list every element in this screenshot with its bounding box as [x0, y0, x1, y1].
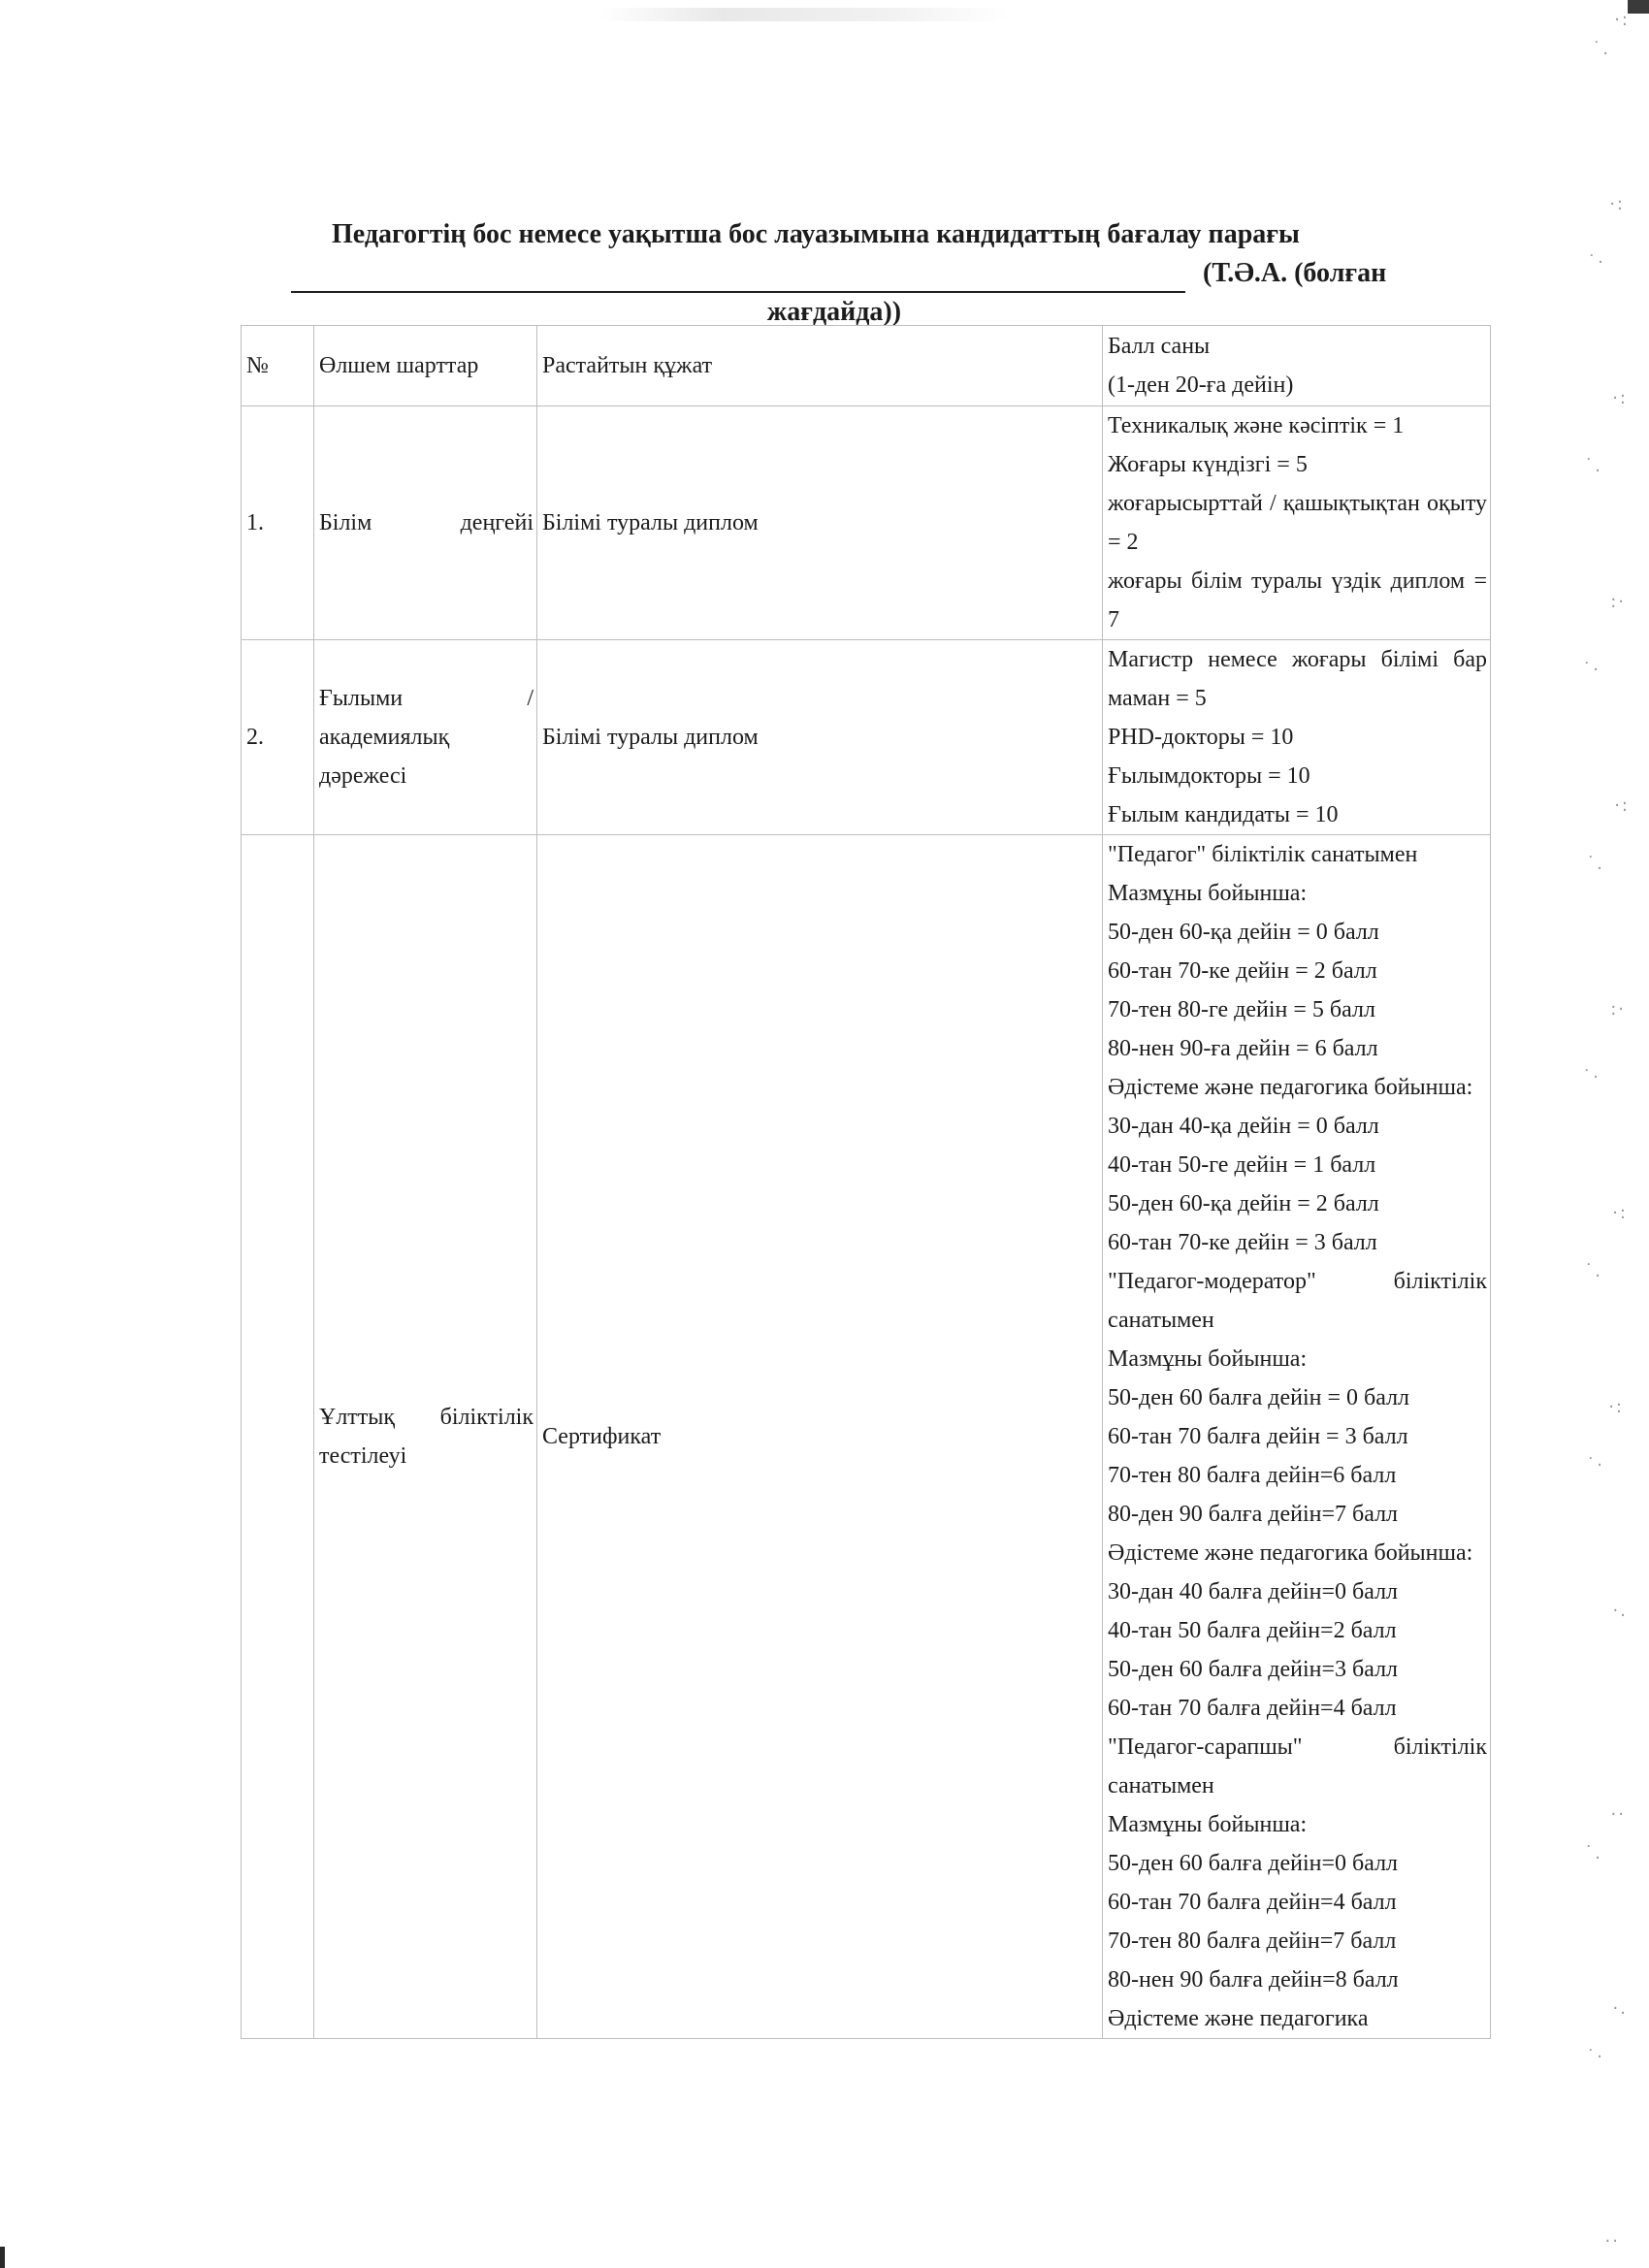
- table-row: [242, 640, 1491, 835]
- row-score-options: [1103, 406, 1491, 640]
- score-option: 60-тан 70-ке дейін = 2 балл: [1108, 958, 1377, 984]
- row-score-options: [1103, 835, 1491, 2039]
- score-option: 50-ден 60-қа дейін = 2 балл: [1108, 1191, 1379, 1216]
- score-option: 80-нен 90 балға дейін=8 балл: [1108, 1967, 1399, 1993]
- document-title: [291, 215, 1416, 332]
- score-option: Мазмұны бойынша:: [1108, 881, 1308, 906]
- row-document: Білімі туралы диплом: [537, 406, 1103, 640]
- score-option: 50-ден 60 балға дейін=0 балл: [1108, 1851, 1399, 1876]
- row-num: 1.: [242, 406, 314, 640]
- title-line-1: Педагогтің бос немесе уақытша бос лауазымына кандидаттың бағалау парағы: [332, 219, 1300, 249]
- score-option: 60-тан 70 балға дейін=4 балл: [1108, 1890, 1397, 1915]
- row-num: [242, 835, 314, 2039]
- row-criteria: Білім деңгейі: [314, 406, 537, 640]
- table-header-row: [242, 326, 1491, 406]
- score-option: 70-тен 80-ге дейін = 5 балл: [1108, 997, 1375, 1022]
- row-num: 2.: [242, 640, 314, 835]
- row-criteria: Ғылыми / академиялық дәрежесі: [314, 640, 537, 835]
- score-option: Мазмұны бойынша:: [1108, 1812, 1308, 1837]
- score-option: 50-ден 60-қа дейін = 0 балл: [1108, 920, 1379, 945]
- row-document: Сертификат: [537, 835, 1103, 2039]
- score-option: Магистр немесе жоғары білімі бар маман = 5: [1108, 647, 1487, 711]
- header-document: Растайтын құжат: [537, 326, 1103, 406]
- score-option: 50-ден 60 балға дейін = 0 балл: [1108, 1385, 1410, 1410]
- score-option: Әдістеме және педагогика бойынша:: [1108, 1075, 1473, 1100]
- score-option: Ғылымдокторы = 10: [1108, 763, 1310, 789]
- score-option: 70-тен 80 балға дейін=7 балл: [1108, 1928, 1397, 1954]
- score-option: 60-тан 70 балға дейін = 3 балл: [1108, 1424, 1408, 1449]
- score-option: Әдістеме және педагогика: [1108, 2006, 1369, 2031]
- header-score-line-1: Балл саны: [1108, 334, 1211, 359]
- score-option: Техникалық және кәсіптік = 1: [1108, 413, 1405, 438]
- score-option: 70-тен 80 балға дейін=6 балл: [1108, 1463, 1397, 1488]
- score-option: "Педагог-сарапшы" біліктілік санатымен: [1108, 1734, 1487, 1798]
- header-score-line-2: (1-ден 20-ға дейін): [1108, 373, 1294, 398]
- score-option: 80-нен 90-ға дейін = 6 балл: [1108, 1036, 1378, 1061]
- title-line-2: [291, 254, 1416, 293]
- score-option: 60-тан 70-ке дейін = 3 балл: [1108, 1230, 1377, 1255]
- score-option: Мазмұны бойынша:: [1108, 1346, 1308, 1372]
- score-option: 40-тан 50-ге дейін = 1 балл: [1108, 1152, 1376, 1178]
- row-criteria: Ұлттық біліктілік тестілеуі: [314, 835, 537, 2039]
- title-line-3: жағдайда)): [766, 297, 902, 327]
- row-document: Білімі туралы диплом: [537, 640, 1103, 835]
- table-row: [242, 406, 1491, 640]
- score-option: 30-дан 40-қа дейін = 0 балл: [1108, 1114, 1379, 1139]
- row-score-options: [1103, 640, 1491, 835]
- score-option: "Педагог" біліктілік санатымен: [1108, 842, 1418, 867]
- score-option: 60-тан 70 балға дейін=4 балл: [1108, 1696, 1397, 1721]
- score-option: 80-ден 90 балға дейін=7 балл: [1108, 1502, 1399, 1527]
- name-blank-line: [291, 262, 1185, 293]
- header-criteria: Өлшем шарттар: [314, 326, 537, 406]
- score-option: PHD-докторы = 10: [1108, 725, 1294, 750]
- score-option: 30-дан 40 балға дейін=0 балл: [1108, 1579, 1399, 1604]
- score-option: Ғылым кандидаты = 10: [1108, 802, 1339, 827]
- score-option: жоғарысырттай / қашықтықтан оқыту = 2: [1108, 491, 1487, 555]
- score-option: Жоғары күндізгі = 5: [1108, 452, 1308, 477]
- header-num: №: [242, 326, 314, 406]
- evaluation-table: [241, 325, 1491, 2039]
- score-option: Әдістеме және педагогика бойынша:: [1108, 1540, 1473, 1566]
- header-score: [1103, 326, 1491, 406]
- table-row: [242, 835, 1491, 2039]
- score-option: 50-ден 60 балға дейін=3 балл: [1108, 1657, 1399, 1682]
- scan-bottom-mark: [0, 2247, 5, 2268]
- table-body: [242, 406, 1491, 2039]
- score-option: "Педагог-модератор" біліктілік санатымен: [1108, 1269, 1487, 1333]
- score-option: жоғары білім туралы үздік диплом = 7: [1108, 568, 1487, 632]
- scan-edge-dots: ·: ˙. ·: ˙· ·: ˙. :· ˙· ·: ˙. :· ˙· ·: ˙. ·: ˙· ·. ·· ˙. ·. ˙· ··: [1582, 10, 1630, 2252]
- title-line-2-suffix: (Т.Ә.А. (болған: [1203, 258, 1387, 288]
- score-option: 40-тан 50 балға дейін=2 балл: [1108, 1618, 1397, 1643]
- scan-smudge: [601, 8, 1009, 21]
